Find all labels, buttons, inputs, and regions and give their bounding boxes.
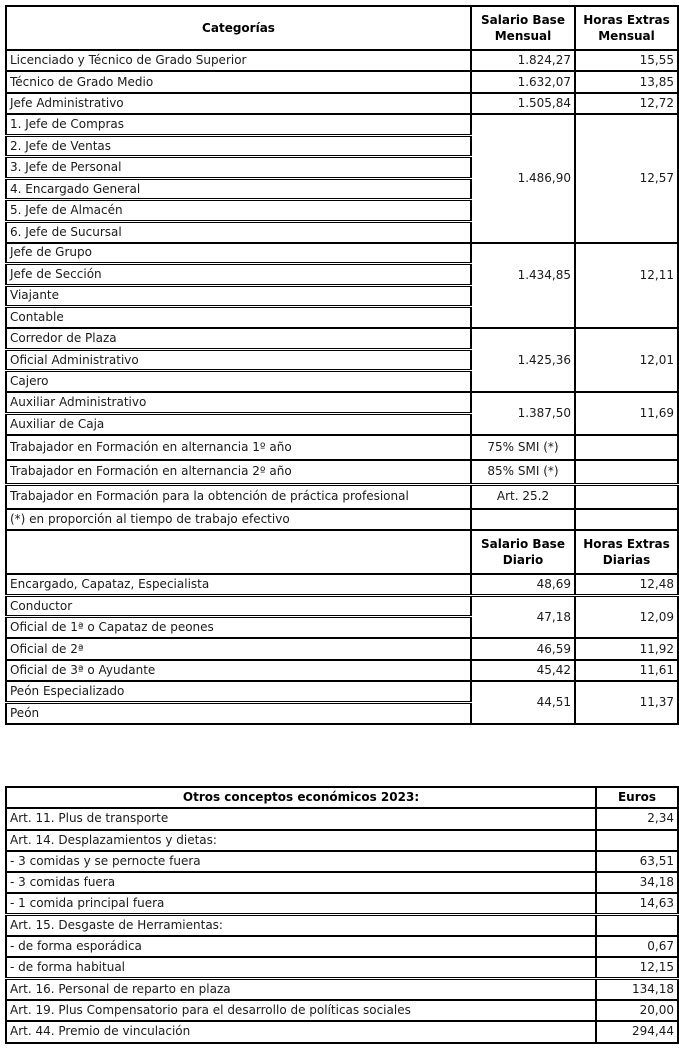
category-cell: Auxiliar de Caja bbox=[6, 414, 471, 435]
overtime-cell: 12,11 bbox=[575, 243, 678, 329]
header-base-monthly: Salario Base Mensual bbox=[471, 6, 575, 50]
overtime-cell: 11,69 bbox=[575, 392, 678, 435]
base-cell: 46,59 bbox=[471, 638, 575, 659]
concept-cell: - de forma habitual bbox=[6, 957, 596, 978]
euros-cell: 2,34 bbox=[596, 808, 678, 829]
overtime-cell: 12,72 bbox=[575, 93, 678, 114]
header-euros: Euros bbox=[596, 787, 678, 808]
category-cell: 2. Jefe de Ventas bbox=[6, 136, 471, 157]
base-cell: Art. 25.2 bbox=[471, 484, 575, 509]
base-cell: 1.824,27 bbox=[471, 50, 575, 71]
table-row bbox=[6, 681, 678, 702]
table-row bbox=[6, 893, 678, 914]
base-cell: 85% SMI (*) bbox=[471, 460, 575, 485]
table-row bbox=[6, 392, 678, 413]
header-overtime-monthly: Horas Extras Mensual bbox=[575, 6, 678, 50]
base-cell: 1.425,36 bbox=[471, 328, 575, 392]
category-cell: Licenciado y Técnico de Grado Superior bbox=[6, 50, 471, 71]
category-cell: Trabajador en Formación para la obtención de práctica profesional bbox=[6, 484, 471, 509]
category-cell: Jefe de Sección bbox=[6, 264, 471, 285]
header-categorias: Categorías bbox=[6, 6, 471, 50]
concept-cell: Art. 14. Desplazamientos y dietas: bbox=[6, 830, 596, 851]
category-cell: Peón bbox=[6, 703, 471, 724]
table-row bbox=[6, 915, 678, 936]
daily-header-row bbox=[6, 530, 678, 574]
base-cell: 48,69 bbox=[471, 574, 575, 595]
overtime-cell: 13,85 bbox=[575, 71, 678, 92]
category-cell: 4. Encargado General bbox=[6, 178, 471, 199]
salary-table bbox=[5, 5, 679, 725]
overtime-cell: 12,09 bbox=[575, 596, 678, 639]
table-row bbox=[6, 484, 678, 509]
category-cell: 5. Jefe de Almacén bbox=[6, 200, 471, 221]
table-row bbox=[6, 71, 678, 92]
overtime-cell: 12,48 bbox=[575, 574, 678, 595]
concept-cell: - 1 comida principal fuera bbox=[6, 893, 596, 914]
overtime-cell: 15,55 bbox=[575, 50, 678, 71]
table-row bbox=[6, 808, 678, 829]
header-empty bbox=[6, 530, 471, 574]
category-cell: Cajero bbox=[6, 371, 471, 392]
base-cell: 45,42 bbox=[471, 660, 575, 681]
euros-cell: 294,44 bbox=[596, 1021, 678, 1042]
table-row bbox=[6, 50, 678, 71]
base-cell: 1.434,85 bbox=[471, 243, 575, 329]
category-cell: Viajante bbox=[6, 285, 471, 306]
base-cell: 44,51 bbox=[471, 681, 575, 724]
overtime-cell bbox=[575, 484, 678, 509]
base-cell: 1.387,50 bbox=[471, 392, 575, 435]
category-cell: 3. Jefe de Personal bbox=[6, 157, 471, 178]
overtime-cell: 12,57 bbox=[575, 114, 678, 242]
table-row bbox=[6, 638, 678, 659]
euros-cell: 63,51 bbox=[596, 851, 678, 872]
other-concepts-table bbox=[5, 786, 679, 1044]
footnote: (*) en proporción al tiempo de trabajo efectivo bbox=[6, 509, 471, 530]
category-cell: Corredor de Plaza bbox=[6, 328, 471, 349]
category-cell: Jefe de Grupo bbox=[6, 243, 471, 264]
concept-cell: - de forma esporádica bbox=[6, 936, 596, 957]
euros-cell: 12,15 bbox=[596, 957, 678, 978]
category-cell: 1. Jefe de Compras bbox=[6, 114, 471, 135]
header-overtime-daily: Horas Extras Diarias bbox=[575, 530, 678, 574]
table-row bbox=[6, 328, 678, 349]
header-concept: Otros conceptos económicos 2023: bbox=[6, 787, 596, 808]
category-cell: Oficial de 2ª bbox=[6, 638, 471, 659]
table-row bbox=[6, 114, 678, 135]
empty-cell bbox=[471, 509, 575, 530]
overtime-cell bbox=[575, 460, 678, 485]
overtime-cell: 11,37 bbox=[575, 681, 678, 724]
base-cell: 1.486,90 bbox=[471, 114, 575, 242]
category-cell: 6. Jefe de Sucursal bbox=[6, 221, 471, 242]
table-row bbox=[6, 435, 678, 460]
footnote-row bbox=[6, 509, 678, 530]
table-row bbox=[6, 830, 678, 851]
category-cell: Peón Especializado bbox=[6, 681, 471, 702]
category-cell: Auxiliar Administrativo bbox=[6, 392, 471, 413]
table-row bbox=[6, 1000, 678, 1021]
concept-cell: Art. 15. Desgaste de Herramientas: bbox=[6, 915, 596, 936]
category-cell: Contable bbox=[6, 307, 471, 328]
table-row bbox=[6, 660, 678, 681]
base-cell: 1.505,84 bbox=[471, 93, 575, 114]
euros-cell bbox=[596, 830, 678, 851]
base-cell: 1.632,07 bbox=[471, 71, 575, 92]
concept-cell: - 3 comidas fuera bbox=[6, 872, 596, 893]
table-row bbox=[6, 936, 678, 957]
category-cell: Trabajador en Formación en alternancia 1º año bbox=[6, 435, 471, 460]
table-row bbox=[6, 979, 678, 1000]
euros-cell: 134,18 bbox=[596, 979, 678, 1000]
overtime-cell: 11,92 bbox=[575, 638, 678, 659]
concept-cell: Art. 44. Premio de vinculación bbox=[6, 1021, 596, 1042]
category-cell: Oficial de 3ª o Ayudante bbox=[6, 660, 471, 681]
euros-cell bbox=[596, 915, 678, 936]
concept-cell: - 3 comidas y se pernocte fuera bbox=[6, 851, 596, 872]
euros-cell: 20,00 bbox=[596, 1000, 678, 1021]
table-row bbox=[6, 574, 678, 595]
table-row bbox=[6, 1021, 678, 1042]
overtime-cell bbox=[575, 435, 678, 460]
overtime-cell: 12,01 bbox=[575, 328, 678, 392]
category-cell: Técnico de Grado Medio bbox=[6, 71, 471, 92]
category-cell: Trabajador en Formación en alternancia 2º año bbox=[6, 460, 471, 485]
base-cell: 47,18 bbox=[471, 596, 575, 639]
euros-cell: 34,18 bbox=[596, 872, 678, 893]
category-cell: Oficial Administrativo bbox=[6, 349, 471, 370]
table-row bbox=[6, 460, 678, 485]
table-row bbox=[6, 596, 678, 617]
concept-cell: Art. 19. Plus Compensatorio para el desarrollo de políticas sociales bbox=[6, 1000, 596, 1021]
header-row bbox=[6, 6, 678, 50]
overtime-cell: 11,61 bbox=[575, 660, 678, 681]
table-row bbox=[6, 872, 678, 893]
category-cell: Encargado, Capataz, Especialista bbox=[6, 574, 471, 595]
header-base-daily: Salario Base Diario bbox=[471, 530, 575, 574]
table-row bbox=[6, 957, 678, 978]
concept-cell: Art. 11. Plus de transporte bbox=[6, 808, 596, 829]
category-cell: Jefe Administrativo bbox=[6, 93, 471, 114]
table-row bbox=[6, 851, 678, 872]
euros-cell: 0,67 bbox=[596, 936, 678, 957]
table-row bbox=[6, 93, 678, 114]
concept-cell: Art. 16. Personal de reparto en plaza bbox=[6, 979, 596, 1000]
euros-cell: 14,63 bbox=[596, 893, 678, 914]
table-row bbox=[6, 243, 678, 264]
category-cell: Oficial de 1ª o Capataz de peones bbox=[6, 617, 471, 638]
category-cell: Conductor bbox=[6, 596, 471, 617]
header-row bbox=[6, 787, 678, 808]
empty-cell bbox=[575, 509, 678, 530]
base-cell: 75% SMI (*) bbox=[471, 435, 575, 460]
